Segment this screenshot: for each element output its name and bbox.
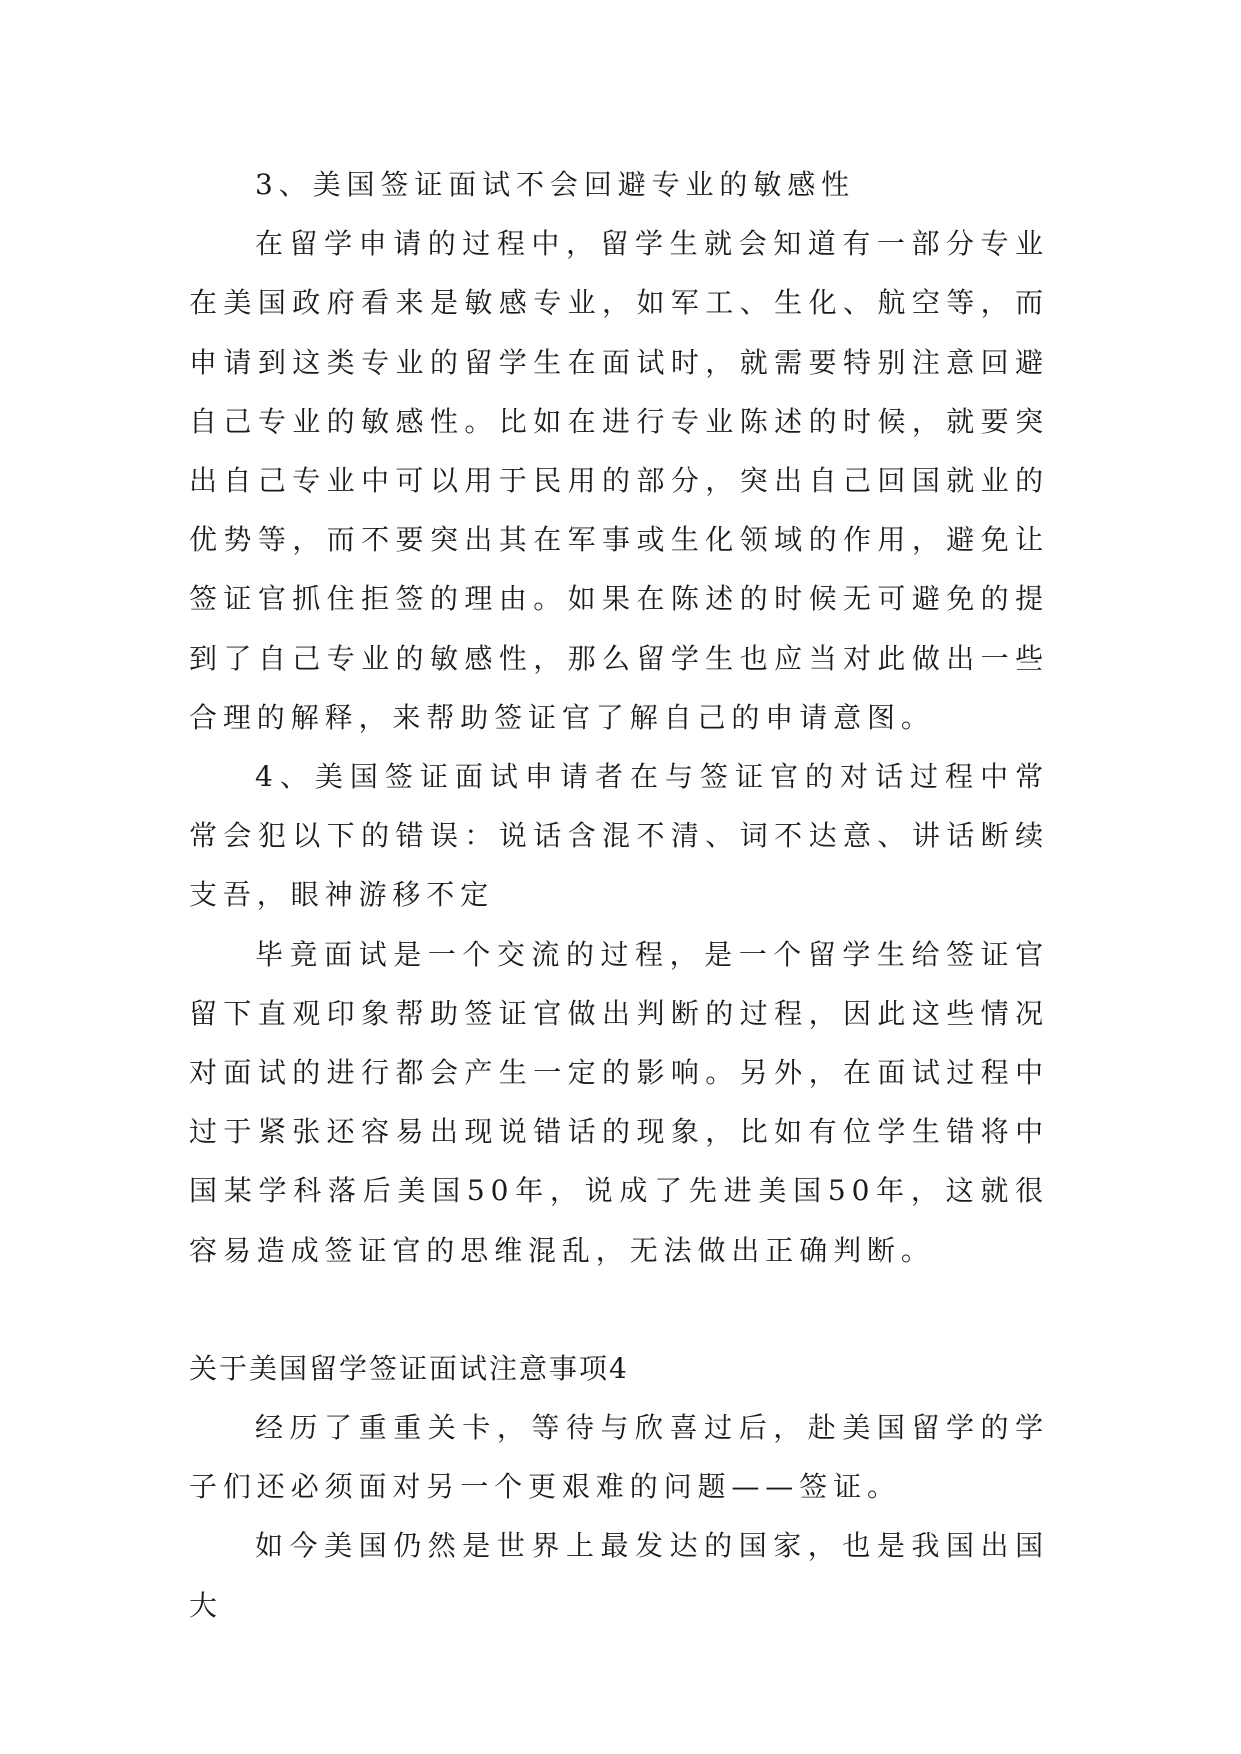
section-heading-3: 3、美国签证面试不会回避专业的敏感性 [255,168,856,201]
section-heading-4: 4、美国签证面试申请者在与签证官的对话过程中常常会犯以下的错误：说话含混不清、词不达意、讲话断续支吾，眼神游移不定 [189,760,1049,912]
document-body [189,155,1049,1635]
paragraph-communication: 毕竟面试是一个交流的过程，是一个留学生给签证官留下直观印象帮助签证官做出判断的过程，因此这些情况对面试的进行都会产生一定的影响。另外，在面试过程中过于紧张还容易出现说错话的现象，比如有位学生错将中国某学科落后美国50年，说成了先进美国50年，这就很容易造成签证官的思维混乱，无法做出正确判断。 [189,937,1049,1267]
paragraph-sensitive-major: 在留学申请的过程中，留学生就会知道有一部分专业在美国政府看来是敏感专业，如军工、生化、航空等，而申请到这类专业的留学生在面试时，就需要特别注意回避自己专业的敏感性。比如在进行专业陈述的时候，就要突出自己专业中可以用于民用的部分，突出自己回国就业的优势等，而不要突出其在军事或生化领域的作用，避免让签证官抓住拒签的理由。如果在陈述的时候无可避免的提到了自己专业的敏感性，那么留学生也应当对此做出一些合理的解释，来帮助签证官了解自己的申请意图。 [189,227,1049,734]
section-spacer [189,1280,1049,1339]
article-title: 关于美国留学签证面试注意事项4 [189,1351,629,1385]
paragraph-us-development: 如今美国仍然是世界上最发达的国家，也是我国出国大 [189,1529,1049,1622]
paragraph-intro: 经历了重重关卡，等待与欣喜过后，赴美国留学的学子们还必须面对另一个更艰难的问题——签证。 [189,1411,1049,1504]
